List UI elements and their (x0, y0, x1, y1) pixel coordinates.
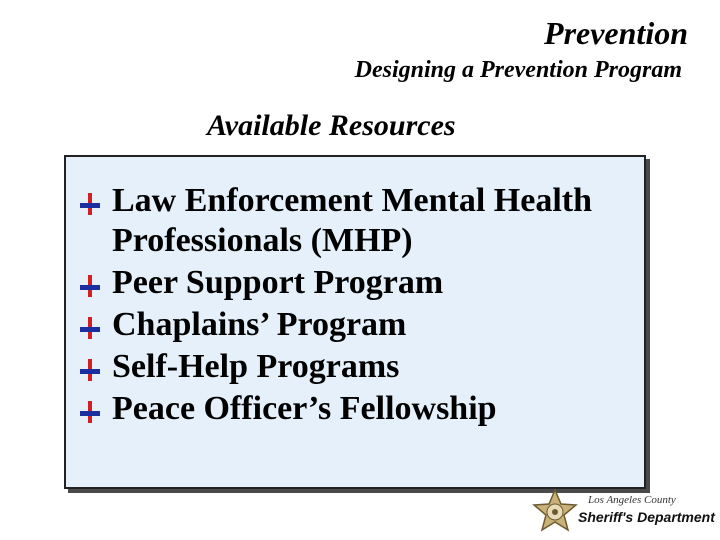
resource-text: Peer Support Program (112, 264, 444, 301)
list-item (78, 347, 634, 387)
list-item (78, 181, 634, 261)
bullet-icon (78, 305, 102, 345)
resource-text: Law Enforcement Mental Health Professionals (MHP) (112, 182, 593, 259)
section-heading: Available Resources (207, 109, 456, 142)
logo-text-county: Los Angeles County (588, 494, 676, 506)
resource-box (64, 155, 646, 489)
sheriff-star-icon (532, 488, 578, 538)
bullet-icon (78, 181, 102, 221)
bullet-icon (78, 347, 102, 387)
bullet-icon (78, 263, 102, 303)
resource-list (78, 181, 634, 431)
slide-subtitle: Designing a Prevention Program (354, 57, 682, 83)
bullet-icon (78, 389, 102, 429)
resource-text: Peace Officer’s Fellowship (112, 390, 497, 427)
list-item (78, 263, 634, 303)
list-item (78, 305, 634, 345)
list-item (78, 389, 634, 429)
resource-text: Chaplains’ Program (112, 306, 407, 343)
sheriff-logo (532, 488, 715, 538)
resource-text: Self-Help Programs (112, 348, 400, 385)
slide-title: Prevention (544, 15, 688, 51)
logo-text-department: Sheriff's Department (578, 509, 715, 525)
